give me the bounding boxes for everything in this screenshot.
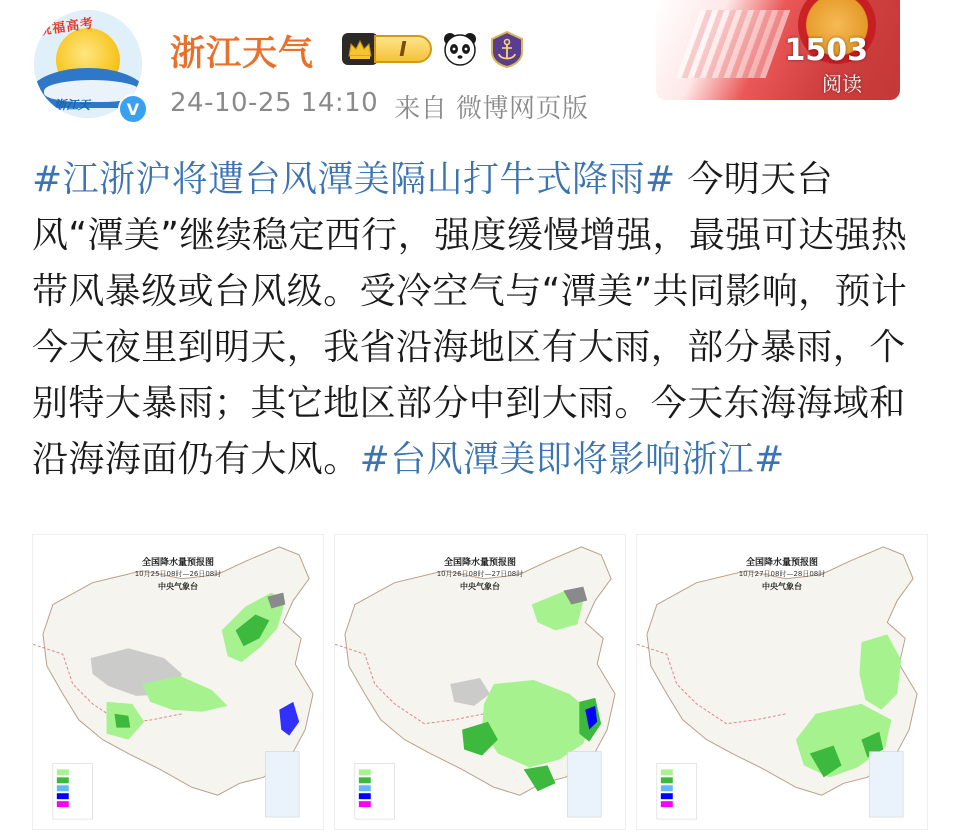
- precipitation-map-graphic: [335, 535, 625, 829]
- map-date: 10月26日08时—27日08时: [436, 570, 524, 578]
- anchor-badge-icon[interactable]: [488, 30, 526, 68]
- forecast-map-1[interactable]: [32, 534, 324, 830]
- hashtag-link[interactable]: #台风潭美即将影响浙江#: [359, 439, 785, 480]
- map-title: 全国降水量预报图: [141, 558, 214, 568]
- read-count-card: [656, 0, 900, 100]
- avatar-bottom-text: 浙江天: [54, 98, 91, 112]
- post-meta: [170, 88, 588, 125]
- precipitation-map-graphic: [637, 535, 927, 829]
- avatar[interactable]: [34, 10, 142, 122]
- map-title: 全国降水量预报图: [443, 558, 516, 568]
- verified-icon: V: [118, 94, 148, 124]
- map-title: 全国降水量预报图: [745, 558, 818, 568]
- post-source: 来自 微博网页版: [394, 94, 589, 124]
- panda-icon[interactable]: [442, 31, 478, 67]
- precipitation-map-graphic: [33, 535, 323, 829]
- post-body: 今明天台风“潭美”继续稳定西行，强度缓慢增强，最强可达强热带风暴级或台风级。受冷空气与“潭美”共同影响，预计今天夜里到明天，我省沿海地区有大雨，部分暴雨，个别特大暴雨；其它地区部分中到大雨。今天东海海域和沿海海面仍有大风。: [32, 159, 908, 480]
- post-timestamp[interactable]: 24-10-25 14:10: [170, 88, 379, 118]
- level-label: I: [374, 35, 432, 63]
- map-org: 中央气象台: [762, 582, 802, 591]
- badge-row: [342, 30, 526, 68]
- forecast-map-3[interactable]: [636, 534, 928, 830]
- read-label: 阅读: [822, 72, 862, 96]
- post-text: [32, 152, 924, 488]
- crown-icon: [342, 33, 378, 65]
- map-org: 中央气象台: [158, 582, 198, 591]
- level-badge[interactable]: [342, 32, 432, 66]
- avatar-top-text: 祝福高考: [37, 16, 96, 39]
- image-grid: [32, 534, 928, 830]
- account-name[interactable]: 浙江天气: [170, 34, 315, 74]
- forecast-map-2[interactable]: [334, 534, 626, 830]
- hashtag-link[interactable]: #江浙沪将遭台风潭美隔山打牛式降雨#: [32, 159, 676, 200]
- map-date: 10月25日08时—26日08时: [134, 570, 222, 578]
- map-date: 10月27日08时—28日08时: [738, 570, 826, 578]
- map-org: 中央气象台: [460, 582, 500, 591]
- read-count: 1503: [784, 33, 868, 68]
